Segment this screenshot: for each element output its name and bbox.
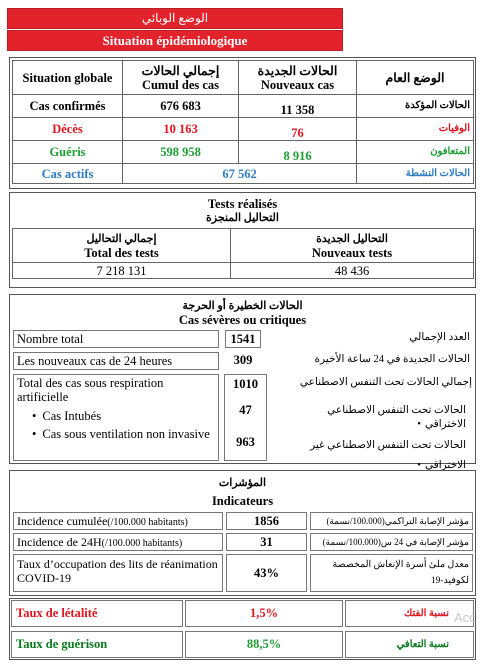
row-confirmed-new: 11 358 <box>239 95 357 118</box>
recovery-ar: نسبة التعافي <box>345 631 474 658</box>
tests-new-value: 48 436 <box>231 263 474 279</box>
col-header-general-ar: الوضع العام <box>357 61 474 95</box>
header-title-ar: الوضع الوبائي <box>141 11 209 25</box>
col-header-new-ar: الحالات الجديدة <box>257 63 338 78</box>
severe-resp-fr-box <box>13 374 219 461</box>
col-header-cumul-fr: Cumul des cas <box>141 77 220 92</box>
inc-cum-value: 1856 <box>226 512 307 530</box>
row-deaths-ar: الوفيات <box>357 118 474 141</box>
icu-ar: معدل ملئ أسرة الإنعاش المخصصة لكوفيد-19 <box>310 554 473 592</box>
indicators-section <box>9 470 476 596</box>
col-header-cumul <box>123 61 239 95</box>
tests-title-ar: التحاليل المنجزة <box>206 212 279 224</box>
row-recovered-new: 8 916 <box>239 141 357 164</box>
severe-intub-ar-item <box>272 404 472 432</box>
icu-label: Taux d’occupation des lits de réanimation COVID-19 <box>13 554 223 592</box>
row-recovered-label: Guéris <box>13 141 123 164</box>
indicators-title-ar: المؤشرات <box>218 477 267 489</box>
row-confirmed-label: Cas confirmés <box>13 95 123 118</box>
tests-total-fr: Total des tests <box>84 245 159 260</box>
inc-24-label <box>13 533 223 551</box>
col-header-global: Situation globale <box>13 61 123 95</box>
row-active-label: Cas actifs <box>13 164 123 184</box>
tests-title-fr: Tests réalisés <box>207 197 278 211</box>
indicators-title-fr: Indicateurs <box>211 494 274 508</box>
severe-intub-text: Cas Intubés <box>42 409 102 423</box>
severe-vni-text: Cas sous ventilation non invasive <box>42 427 210 441</box>
severe-resp-label: Total des cas sous respiration artificielle <box>17 376 164 404</box>
table-row-recovered <box>13 141 474 164</box>
tests-section <box>9 192 476 288</box>
row-recovered-ar: المتعافون <box>357 141 474 164</box>
watermark-text: Acc <box>454 610 476 625</box>
severe-new24-value: 309 <box>233 353 253 367</box>
severe-resp-ar-box <box>272 374 472 471</box>
inc-24-ar: مؤشر الإصابة في 24 س(100.000/نسمة) <box>310 533 473 551</box>
lethality-ar: نسبة الفتك <box>345 600 474 627</box>
severe-vni-value: 963 <box>236 435 255 449</box>
col-header-cumul-ar: إجمالي الحالات <box>141 63 220 78</box>
severe-resp-values-box <box>224 374 267 461</box>
tests-new-fr: Nouveaux tests <box>311 245 393 260</box>
tests-total-value: 7 218 131 <box>13 263 231 279</box>
col-header-new-fr: Nouveaux cas <box>260 77 335 92</box>
severe-vni-ar: الحالات تحت التنفس الاصطناعي غير الاختراقي <box>310 440 466 471</box>
tests-table <box>12 228 474 279</box>
severe-intub-label <box>14 405 218 423</box>
severe-intub-ar: الحالات تحت التنفس الاصطناعي الاختراقي <box>327 405 466 430</box>
table-row-active <box>13 164 474 184</box>
tests-new-header <box>231 229 474 263</box>
tests-total-ar: إجمالي التحاليل <box>86 232 157 245</box>
header-banner-ar <box>7 8 343 29</box>
table-row-confirmed <box>13 95 474 118</box>
row-active-ar: الحالات النشطة <box>357 164 474 184</box>
severe-new24-label: Les nouveaux cas de 24 heures <box>13 352 219 370</box>
row-recovered-cumul: 598 958 <box>123 141 239 164</box>
inc-cum-label <box>13 512 223 530</box>
recovery-label: Taux de guérison <box>11 631 183 658</box>
lethality-value: 1,5% <box>185 600 343 627</box>
rates-section <box>9 598 476 660</box>
row-active-value: 67 562 <box>123 164 357 184</box>
severe-resp-value: 1010 <box>233 377 258 391</box>
table-row-deaths <box>13 118 474 141</box>
severe-title-fr: Cas sévères ou critiques <box>178 313 307 327</box>
inc-cum-fr: Incidence cumulée <box>17 514 108 528</box>
col-header-new <box>239 61 357 95</box>
row-confirmed-cumul: 676 683 <box>123 95 239 118</box>
severe-new24-ar: الحالات الجديدة في 24 ساعة الأخيرة <box>314 354 470 365</box>
header-banner-fr <box>7 30 343 51</box>
lethality-label: Taux de létalité <box>11 600 183 627</box>
severe-vni-label <box>14 423 218 441</box>
inc-24-value: 31 <box>226 533 307 551</box>
severe-intub-value: 47 <box>239 403 252 417</box>
situation-table <box>12 60 474 184</box>
icu-value: 43% <box>226 554 307 592</box>
row-deaths-cumul: 10 163 <box>123 118 239 141</box>
severe-total-label: Nombre total <box>13 330 219 348</box>
tests-new-ar: التحاليل الجديدة <box>316 232 388 245</box>
severe-title-ar: الحالات الخطيرة أو الحرجة <box>182 300 303 312</box>
inc-24-fr: Incidence de 24H <box>17 535 102 549</box>
severe-total-ar: العدد الإجمالي <box>409 332 470 343</box>
inc-24-unit: (/100.000 habitants) <box>101 538 183 549</box>
severe-total-value: 1541 <box>225 330 261 348</box>
header-title-fr: Situation épidémiologique <box>102 33 248 48</box>
inc-cum-ar: مؤشر الإصابة التراكمي(100.000/نسمة) <box>310 512 473 530</box>
row-confirmed-ar: الحالات المؤكدة <box>357 95 474 118</box>
recovery-value: 88,5% <box>185 631 343 658</box>
tests-total-header <box>13 229 231 263</box>
row-deaths-label: Décès <box>13 118 123 141</box>
severe-resp-ar: إجمالي الحالات تحت التنفس الاصطناعي <box>299 377 472 388</box>
situation-section <box>9 57 476 189</box>
row-deaths-new: 76 <box>239 118 357 141</box>
inc-cum-unit: (/100.000 habitants) <box>107 517 188 528</box>
severe-section <box>9 294 476 471</box>
